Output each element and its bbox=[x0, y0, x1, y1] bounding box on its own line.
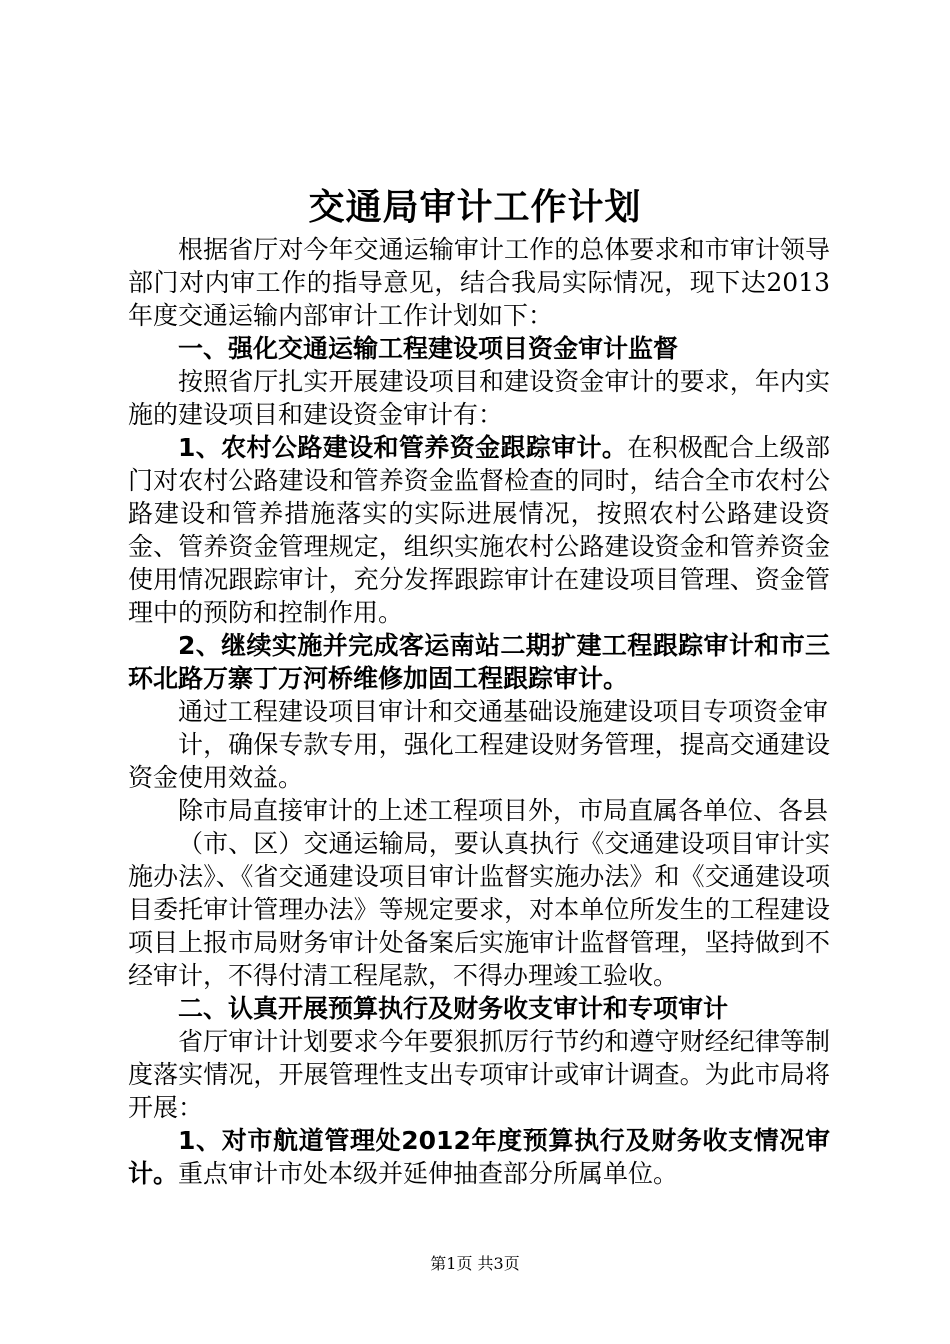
paragraph-waterway-audit bbox=[128, 1124, 830, 1190]
document-body bbox=[128, 233, 830, 1190]
section-heading-1: 一、强化交通运输工程建设项目资金审计监督 bbox=[178, 334, 679, 363]
paragraph-budget-audit: 省厅审计计划要求今年要狠抓厉行节约和遵守财经纪律等制度落实情况，开展管理性支出专项审计或审计调查。为此市局将开展： bbox=[128, 1027, 830, 1122]
paragraph-county-bureaus: （市、区）交通运输局，要认真执行《交通建设项目审计实施办法》、《省交通建设项目审计监督实施办法》和《交通建设项目委托审计管理办法》等规定要求，对本单位所发生的工程建设项目上报市局财务审计处备案后实施审计监督管理，坚持做到不经审计，不得付清工程尾款，不得办理竣工验收。 bbox=[128, 829, 830, 990]
paragraph-item-2: 2、继续实施并完成客运南站二期扩建工程跟踪审计和市三环北路万寨丁万河桥维修加固工程跟踪审计。 bbox=[128, 631, 830, 693]
section-heading-2: 二、认真开展预算执行及财务收支审计和专项审计 bbox=[178, 994, 729, 1023]
paragraph-rural-road-audit bbox=[128, 431, 830, 629]
item-waterway-rest: 重点审计市处本级并延伸抽查部分所属单位。 bbox=[178, 1159, 679, 1188]
item-1-lead: 1、农村公路建设和管养资金跟踪审计。 bbox=[178, 433, 628, 462]
item-waterway-lead: 1、对市航道管理处2012年度预算执行及财务收支情况审计。 bbox=[128, 1126, 830, 1188]
paragraph-other-units: 除市局直接审计的上述工程项目外，市局直属各单位、各县 bbox=[178, 796, 829, 825]
document-title: 交通局审计工作计划 bbox=[308, 187, 642, 228]
intro-paragraph: 根据省厅对今年交通运输审计工作的总体要求和市审计领导部门对内审工作的指导意见，结合我局实际情况，现下达2013年度交通运输内部审计工作计划如下： bbox=[128, 235, 830, 330]
paragraph-special-funds: 通过工程建设项目审计和交通基础设施建设项目专项资金审 bbox=[178, 697, 829, 726]
paragraph-construction-audit: 按照省厅扎实开展建设项目和建设资金审计的要求，年内实施的建设项目和建设资金审计有： bbox=[128, 367, 830, 429]
paragraph-special-funds-cont: 计，确保专款专用，强化工程建设财务管理，提高交通建设资金使用效益。 bbox=[128, 730, 830, 792]
item-1-rest: 在积极配合上级部门对农村公路建设和管养资金监督检查的同时，结合全市农村公路建设和管养措施落实的实际进展情况，按照农村公路建设资金、管养资金管理规定，组织实施农村公路建设资金和管养资金使用情况跟踪审计，充分发挥跟踪审计在建设项目管理、资金管理中的预防和控制作用。 bbox=[128, 433, 830, 627]
page-footer: 第1页 共3页 bbox=[430, 1254, 520, 1273]
